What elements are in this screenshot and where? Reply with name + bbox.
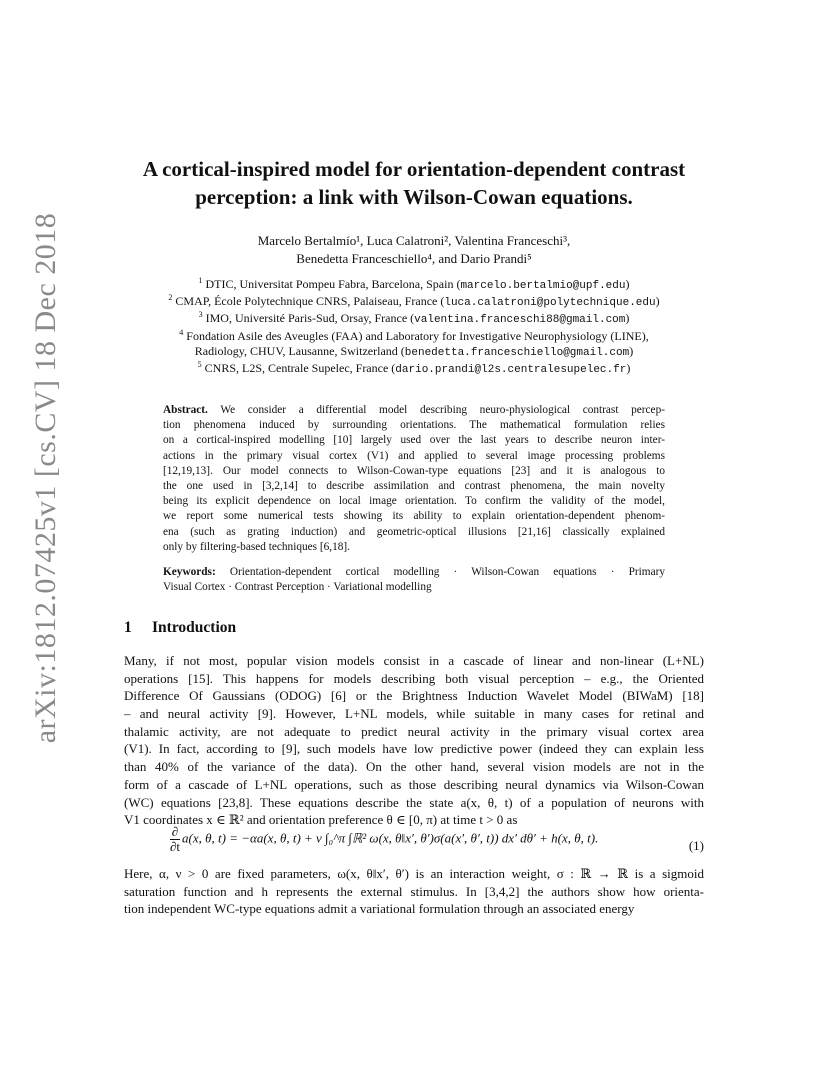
abstract-line: only by filtering-based techniques [6,18].: [163, 540, 350, 553]
body-line: (WC) equations [23,8]. These equations describe the state a(x, θ, t) of a population of neurons with: [124, 794, 704, 810]
email[interactable]: valentina.franceschi88@gmail.com: [414, 314, 626, 327]
section-title: Introduction: [152, 619, 237, 636]
body-line: V1 coordinates x ∈ ℝ² and orientation preference θ ∈ [0, π) at time t > 0 as: [124, 812, 518, 828]
body-line: Here, α, ν > 0 are fixed parameters, ω(x, θ‖x′, θ′) is an interaction weight, σ : ℝ → ℝ is a sigmoid: [124, 866, 704, 881]
email[interactable]: dario.prandi@l2s.centralesupelec.fr: [395, 364, 627, 377]
email[interactable]: benedetta.franceschiello@gmail.com: [404, 346, 630, 359]
keywords-line: Keywords: Orientation-dependent cortical modelling · Wilson-Cowan equations · Primary: [163, 566, 665, 578]
body-line: (V1). In fact, according to [9], such models have low predictive power (indeed they can explain less: [124, 741, 704, 757]
body-line: thalamic activity, are not adequate to predict neural activity in the primary visual cortex area: [124, 723, 704, 739]
body-line: – and neural activity [9]. However, L+NL models, while suitable in many cases for retinal and: [124, 706, 704, 722]
equation-1: [170, 825, 704, 865]
section-heading: [124, 619, 236, 637]
section-number: 1: [124, 619, 132, 636]
abstract: [163, 403, 665, 555]
keywords-label: Keywords:: [163, 566, 216, 578]
keywords: [163, 565, 665, 595]
abstract-line: we report some numerical tests showing its ability to explain orientation-dependent phenom-: [163, 510, 665, 523]
affiliation: Radiology, CHUV, Lausanne, Switzerland (benedetta.franceschiello@gmail.com): [194, 343, 634, 359]
affiliation: $^4$ Fondation Asile des Aveugles (FAA) and Laboratory for Investigative Neurophysiology (LINE),: [179, 327, 649, 343]
title-line: perception: a link with Wilson-Cowan equations.: [195, 185, 633, 209]
author-line: Marcelo Bertalmío¹, Luca Calatroni², Valentina Franceschi³,: [257, 233, 571, 248]
arxiv-stamp: arXiv:1812.07425v1 [cs.CV] 18 Dec 2018: [29, 212, 62, 744]
intro-paragraph: [124, 652, 704, 829]
title-line: A cortical-inspired model for orientation-dependent contrast: [142, 157, 686, 181]
email[interactable]: luca.calatroni@polytechnique.edu: [444, 297, 656, 310]
author-line: Benedetta Franceschiello⁴, and Dario Prandi⁵: [296, 251, 532, 266]
abstract-line: ena (such as grating induction) and geometric-optical illusions [21,16] classically explained: [163, 525, 665, 538]
affiliations: [110, 277, 718, 378]
partial-derivative: $\frac{\partial}{\partial t}$: [170, 824, 181, 854]
abstract-line: [12,19,13]. Our model connects to Wilson-Cowan-type equations [23] and it is analogous to: [163, 464, 665, 477]
body-line: Many, if not most, popular vision models consist in a cascade of linear and non-linear (L+NL): [124, 653, 704, 668]
author-list: [150, 232, 678, 268]
affiliation: $^1$ DTIC, Universitat Pompeu Fabra, Barcelona, Spain (marcelo.bertalmio@upf.edu): [198, 276, 630, 292]
keywords-line: Visual Cortex · Contrast Perception · Variational modelling: [163, 581, 432, 594]
affiliation: $^3$ IMO, Université Paris-Sud, Orsay, France (valentina.franceschi88@gmail.com): [198, 310, 630, 327]
email[interactable]: marcelo.bertalmio@upf.edu: [460, 280, 626, 292]
body-line: tion independent WC-type equations admit a variational formulation through an associated energy: [124, 901, 635, 917]
affiliation: $^2$ CMAP, École Polytechnique CNRS, Palaiseau, France (luca.calatroni@polytechnique.edu): [168, 293, 660, 310]
body-line: operations [15]. This happens for models describing both visual perception – e.g., the Oriented: [124, 670, 704, 686]
abstract-label: Abstract.: [163, 404, 208, 416]
abstract-line: on a cortical-inspired modelling [10] largely used over the last years to describe neuron inter-: [163, 434, 665, 447]
body-paragraph: [124, 865, 704, 918]
abstract-line: being its explicit dependence on local image orientation. To confirm the validity of the model,: [163, 495, 665, 508]
body-line: saturation function and h represents the external stimulus. In [3,4,2] the authors show how orienta-: [124, 883, 704, 899]
abstract-line: tion phenomena induced by surrounding orientations. The mathematical formulation relies: [163, 419, 665, 432]
equation-body: a(x, θ, t) = −αa(x, θ, t) + ν ∫₀^π ∫ℝ² ω(x, θ‖x′, θ′)σ(a(x′, θ′, t)) dx′ dθ′ + h(x, θ, t).: [182, 830, 599, 846]
abstract-line: the one used in [3,2,14] to describe assimilation and contrast phenomena, the main novelty: [163, 479, 665, 492]
body-line: than 40% of the variance of the data). On the other hand, several vision models are not in the: [124, 759, 704, 775]
paper-title: [110, 155, 718, 211]
affiliation: $^5$ CNRS, L2S, Centrale Supelec, France (dario.prandi@l2s.centralesupelec.fr): [197, 360, 631, 377]
body-line: Difference Of Gaussians (ODOG) [6] or the Brightness Induction Wavelet Model (BIWaM) [18]: [124, 688, 704, 704]
equation-number: (1): [688, 838, 704, 853]
abstract-line: Abstract. We consider a differential model describing neuro-physiological contrast percep-: [163, 404, 665, 416]
body-line: form of a cascade of L+NL operations, such as those describing neural dynamics via Wilson-Cowan: [124, 776, 704, 792]
abstract-line: actions in the primary visual cortex (V1) and applied to several image processing problems: [163, 449, 665, 462]
